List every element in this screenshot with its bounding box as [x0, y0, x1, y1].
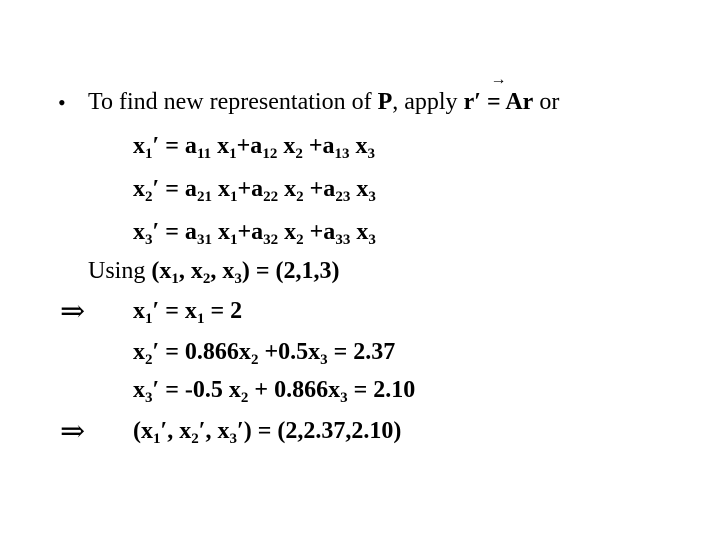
final-result: ($x_1'$, $x_2'$, $x_3') = (2,2.37,2.10)$: [133, 418, 402, 447]
implies-arrow-icon: ⇒: [60, 295, 86, 328]
transform-row: $x_1' = a_{11}$ $x_1+a_{12}$ $x_2 +a_{13}$ $x_3$: [133, 133, 375, 162]
using-line: [88, 257, 340, 285]
using-expression: ($x_1$, $x_2$, $x_3) = (2,1,3)$: [151, 258, 340, 287]
implies-arrow-icon: ⇒: [60, 415, 86, 448]
p-symbol: P: [377, 89, 393, 115]
result-row: $x_1' = x_1 = 2$: [133, 298, 243, 327]
apply-text: , apply: [392, 89, 464, 115]
using-label: Using: [88, 258, 152, 284]
result-row: $x_3' = -0.5$ $x_2 + 0.866x_3 = 2.10$: [133, 377, 416, 406]
vector-arrow-icon: →: [490, 71, 507, 88]
or-text: or: [533, 89, 560, 115]
intro-text: To find new representation of: [88, 89, 378, 115]
result-row: $x_2' = 0.866x_2 +0.5x_3 = 2.37$: [133, 339, 396, 368]
transform-row: $x_3' = a_{31}$ $x_1+a_{32}$ $x_2 +a_{33}$ $x_3$: [133, 219, 376, 248]
intro-line: [88, 71, 560, 116]
transform-row: $x_2' = a_{21}$ $x_1+a_{22}$ $x_2 +a_{23}$ $x_3$: [133, 176, 376, 205]
bullet-point: •: [58, 90, 66, 115]
equation-r-prime-ar: → r′ = Ar: [463, 71, 534, 115]
